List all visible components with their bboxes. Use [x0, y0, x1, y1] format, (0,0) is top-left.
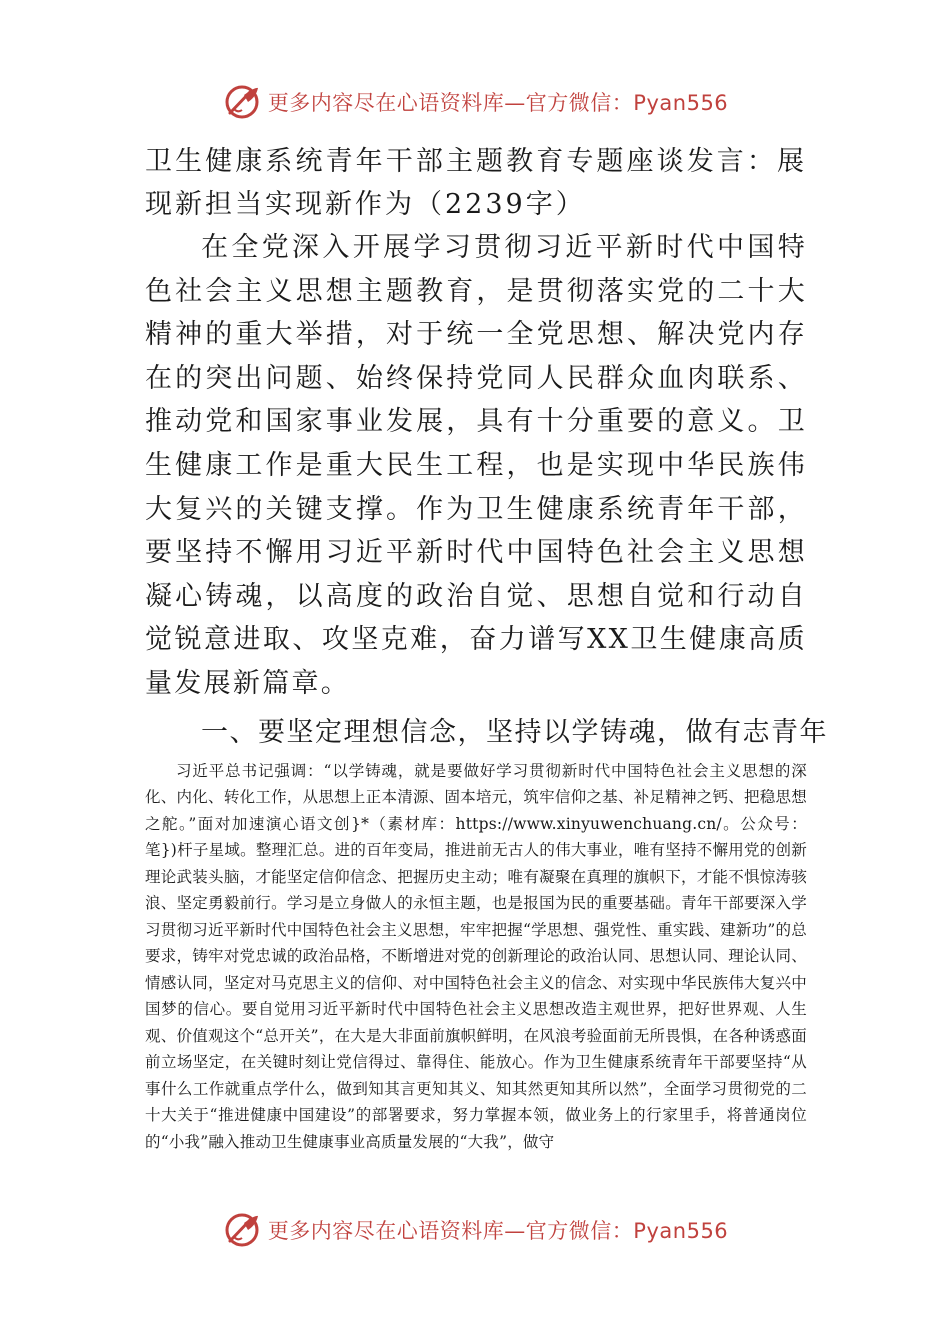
document-title: 卫生健康系统青年干部主题教育专题座谈发言：展现新担当实现新作为（2239字）	[145, 146, 807, 220]
header-watermark-banner	[0, 80, 950, 124]
footer-watermark-banner	[0, 1208, 950, 1252]
section-heading: 一、要坚定理想信念，坚持以学铸魂，做有志青年	[201, 716, 828, 748]
watermark-text: 更多内容尽在心语资料库—官方微信：Pyan556	[267, 91, 729, 115]
watermark-text: 更多内容尽在心语资料库—官方微信：Pyan556	[267, 1219, 729, 1243]
document-body	[145, 140, 828, 1155]
quill-logo-icon	[222, 82, 262, 122]
quill-logo-icon	[222, 1210, 262, 1250]
body-paragraph: 习近平总书记强调：“以学铸魂，就是要做好学习贯彻新时代中国特色社会主义思想的深化、内化、转化工作，从思想上正本清源、固本培元，筑牢信仰之基、补足精神之钙、把稳思想之舵。”面对加速演心语文创}*（素材库：https://www.xinyuwenchuang.cn/。公众号：笔})杆子星域。整理汇总。进的百年变局，推进前无古人的伟大事业，唯有坚持不懈用党的创新理论武装头脑，才能坚定信仰信念、把握历史主动；唯有凝聚在真理的旗帜下，才能不惧惊涛骇浪、坚定勇毅前行。学习是立身做人的永恒主题，也是报国为民的重要基础。青年干部要深入学习贯彻习近平新时代中国特色社会主义思想，牢牢把握“学思想、强党性、重实践、建新功”的总要求，铸牢对党忠诚的政治品格，不断增进对党的创新理论的政治认同、思想认同、理论认同、情感认同，坚定对马克思主义的信仰、对中国特色社会主义的信念、对实现中华民族伟大复兴中国梦的信心。要自觉用习近平新时代中国特色社会主义思想改造主观世界，把好世界观、人生观、价值观这个“总开关”，在大是大非面前旗帜鲜明，在风浪考验面前无所畏惧，在各种诱惑面前立场坚定，在关键时刻让党信得过、靠得住、能放心。作为卫生健康系统青年干部要坚持“从事什么工作就重点学什么，做到知其言更知其义、知其然更知其所以然”，全面学习贯彻党的二十大关于“推进健康中国建设”的部署要求，努力掌握本领，做业务上的行家里手，将普通岗位的“小我”融入推动卫生健康事业高质量发展的“大我”，做守	[145, 761, 807, 1151]
lead-paragraph: 在全党深入开展学习贯彻习近平新时代中国特色社会主义思想主题教育，是贯彻落实党的二十大精神的重大举措，对于统一全党思想、解决党内存在的突出问题、始终保持党同人民群众血肉联系、推动党和国家事业发展，具有十分重要的意义。卫生健康工作是重大民生工程，也是实现中华民族伟大复兴的关键支撑。作为卫生健康系统青年干部，要坚持不懈用习近平新时代中国特色社会主义思想凝心铸魂，以高度的政治自觉、思想自觉和行动自觉锐意进取、攻坚克难，奋力谱写XX卫生健康高质量发展新篇章。	[145, 232, 807, 699]
